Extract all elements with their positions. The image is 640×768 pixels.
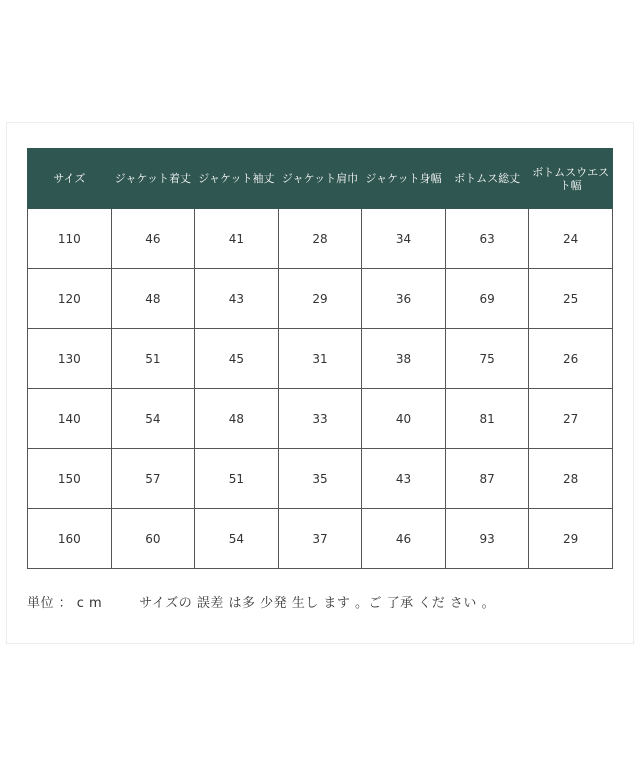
table-cell: 150 xyxy=(28,449,112,509)
table-cell: 27 xyxy=(529,389,613,449)
unit-note: 単位 ： c m xyxy=(27,596,103,611)
header-bottoms-waist: ボトムスウエスト幅 xyxy=(529,149,613,209)
table-cell: 120 xyxy=(28,269,112,329)
header-size: サイズ xyxy=(28,149,112,209)
table-cell: 28 xyxy=(529,449,613,509)
table-cell: 24 xyxy=(529,209,613,269)
header-jacket-shoulder: ジャケット肩巾 xyxy=(278,149,362,209)
header-jacket-width: ジャケット身幅 xyxy=(362,149,446,209)
table-cell: 69 xyxy=(445,269,529,329)
table-cell: 75 xyxy=(445,329,529,389)
table-cell: 33 xyxy=(278,389,362,449)
table-cell: 35 xyxy=(278,449,362,509)
table-cell: 60 xyxy=(111,509,195,569)
table-cell: 45 xyxy=(195,329,279,389)
table-cell: 57 xyxy=(111,449,195,509)
header-bottoms-length: ボトムス総丈 xyxy=(445,149,529,209)
table-cell: 63 xyxy=(445,209,529,269)
table-cell: 31 xyxy=(278,329,362,389)
table-cell: 38 xyxy=(362,329,446,389)
table-row xyxy=(28,209,613,269)
table-row xyxy=(28,449,613,509)
table-cell: 25 xyxy=(529,269,613,329)
table-cell: 29 xyxy=(529,509,613,569)
table-cell: 43 xyxy=(195,269,279,329)
table-cell: 54 xyxy=(111,389,195,449)
table-cell: 54 xyxy=(195,509,279,569)
table-cell: 36 xyxy=(362,269,446,329)
table-cell: 48 xyxy=(195,389,279,449)
table-cell: 48 xyxy=(111,269,195,329)
table-cell: 46 xyxy=(111,209,195,269)
table-cell: 40 xyxy=(362,389,446,449)
table-cell: 46 xyxy=(362,509,446,569)
table-cell: 41 xyxy=(195,209,279,269)
table-row xyxy=(28,329,613,389)
table-cell: 26 xyxy=(529,329,613,389)
table-cell: 28 xyxy=(278,209,362,269)
table-cell: 140 xyxy=(28,389,112,449)
table-cell: 29 xyxy=(278,269,362,329)
disclaimer-note: サイズの 誤差 は多 少発 生し ます 。ご 了承 くだ さい 。 xyxy=(139,596,496,611)
table-cell: 37 xyxy=(278,509,362,569)
table-row xyxy=(28,389,613,449)
table-cell: 87 xyxy=(445,449,529,509)
header-jacket-length: ジャケット着丈 xyxy=(111,149,195,209)
table-row xyxy=(28,269,613,329)
table-cell: 34 xyxy=(362,209,446,269)
table-cell: 51 xyxy=(195,449,279,509)
size-table xyxy=(27,148,613,569)
table-cell: 110 xyxy=(28,209,112,269)
table-cell: 130 xyxy=(28,329,112,389)
header-jacket-sleeve: ジャケット袖丈 xyxy=(195,149,279,209)
header-row xyxy=(28,149,613,209)
table-cell: 43 xyxy=(362,449,446,509)
table-cell: 81 xyxy=(445,389,529,449)
table-cell: 160 xyxy=(28,509,112,569)
table-row xyxy=(28,509,613,569)
table-cell: 93 xyxy=(445,509,529,569)
size-note xyxy=(27,592,495,611)
table-cell: 51 xyxy=(111,329,195,389)
